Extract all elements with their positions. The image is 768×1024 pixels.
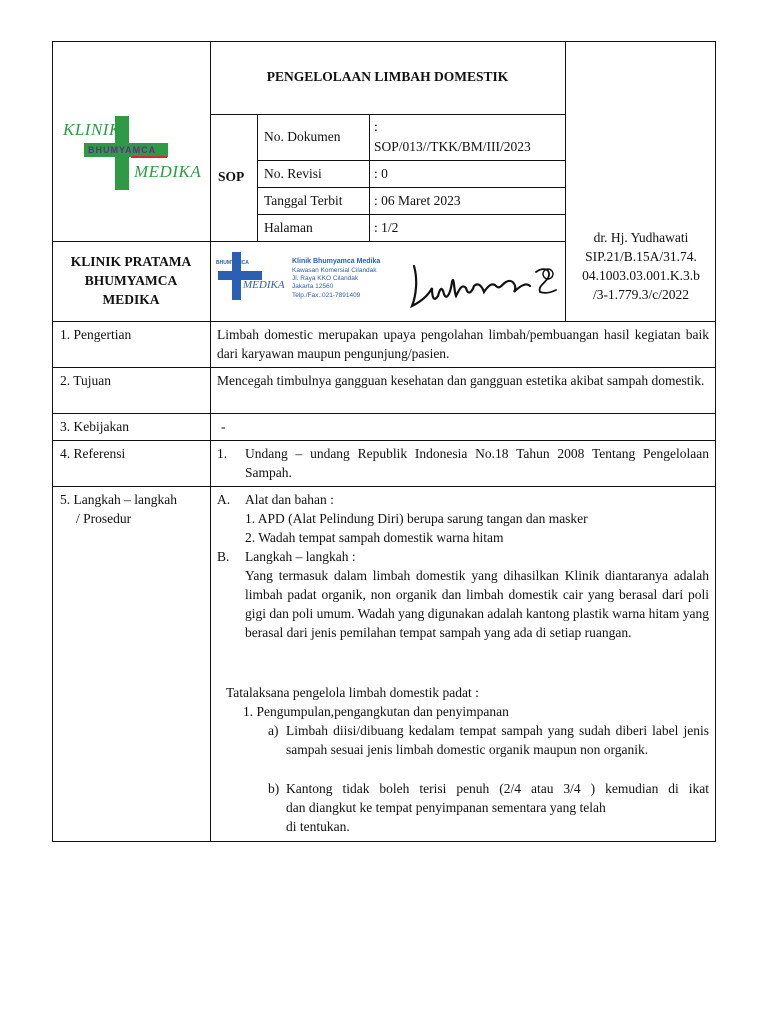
stamp-line-1: Klinik Bhumyamca Medika	[292, 258, 381, 265]
signature	[402, 252, 562, 314]
row-label-prosedur-2: / Prosedur	[76, 511, 132, 526]
doctor-sip-line-3: /3-1.779.3/c/2022	[593, 287, 689, 302]
grid-line	[257, 187, 565, 188]
grid-line	[52, 486, 716, 487]
tatalaksana-heading: Tatalaksana pengelola limbah domestik padat :	[226, 685, 479, 700]
field-label-issue-date: Tanggal Terbit	[264, 193, 343, 208]
stamp-line-4: Jakarta 12560	[292, 283, 334, 290]
step-1-sub-a: Limbah diisi/dibuang kedalam tempat sampah yang sudah diberi label jenis sampah sesuai jenis limbah domestic organik maupun non organik.	[286, 723, 709, 757]
field-value-issue-date: : 06 Maret 2023	[374, 193, 461, 208]
field-value-page: : 1/2	[374, 220, 399, 235]
grid-line	[52, 440, 716, 441]
field-value-document-no: SOP/013//TKK/BM/III/2023	[374, 139, 531, 154]
referensi-number: 1.	[217, 446, 228, 461]
doctor-name: dr. Hj. Yudhawati	[593, 230, 689, 245]
row-label-pengertian: 1. Pengertian	[60, 327, 132, 342]
field-label-revision: No. Revisi	[264, 166, 322, 181]
clinic-name-line-3: MEDIKA	[102, 292, 160, 307]
row-text-kebijakan: -	[221, 419, 226, 434]
field-value-document-no-colon: :	[374, 119, 378, 134]
logo-red-bar	[131, 156, 167, 158]
doctor-sip-line-1: SIP.21/B.15A/31.74.	[585, 249, 697, 264]
grid-line	[52, 413, 716, 414]
logo-word-medika: MEDIKA	[134, 162, 202, 181]
grid-line	[257, 214, 565, 215]
grid-line	[210, 41, 211, 842]
sop-label: SOP	[218, 169, 245, 184]
field-label-page: Halaman	[264, 220, 313, 235]
grid-line	[52, 321, 716, 322]
field-value-revision: : 0	[374, 166, 388, 181]
tatalaksana-step-1: 1. Pengumpulan,pengangkutan dan penyimpanan	[243, 704, 509, 719]
grid-line	[210, 114, 565, 115]
stamp-line-5: Telp./Fax.:021-7891409	[292, 292, 361, 299]
section-b-title: Langkah – langkah :	[245, 549, 356, 564]
stamp-line-3: Jl. Raya KKO Cilandak	[292, 275, 359, 282]
doctor-sip-line-2: 04.1003.03.001.K.3.b	[582, 268, 700, 283]
stamp-badge-top: BHUMYAMCA	[216, 260, 249, 266]
row-label-kebijakan: 3. Kebijakan	[60, 419, 129, 434]
grid-line	[52, 241, 565, 242]
step-1-sub-b-line-3: di tentukan.	[286, 819, 350, 834]
step-1-sub-a-mark: a)	[268, 723, 279, 738]
logo-word-klinik: KLINIK	[63, 120, 121, 139]
section-a-item-1: 1. APD (Alat Pelindung Diri) berupa sarung tangan dan masker	[245, 511, 588, 526]
clinic-name-line-1: KLINIK PRATAMA	[70, 254, 192, 269]
row-text-tujuan: Mencegah timbulnya gangguan kesehatan dan gangguan estetika akibat sampah domestik.	[217, 373, 705, 388]
step-1-sub-b-mark: b)	[268, 781, 280, 796]
document-title: PENGELOLAAN LIMBAH DOMESTIK	[266, 69, 509, 84]
section-b-paragraph: Yang termasuk dalam limbah domestik yang dihasilkan Klinik diantaranya adalah limbah padat organik, non organik dan limbah domestik cair yang berasal dari poli gigi dan poli umum. Wadah yang digunakan adalah kantong plastik warna hitam yang berasal dari jenis pemilahan tempat sampah yang ada di setiap ruangan.	[245, 568, 709, 640]
stamp-line-2: Kawasan Komersial Cilandak	[292, 267, 377, 274]
section-a-item-2: 2. Wadah tempat sampah domestik warna hitam	[245, 530, 504, 545]
clinic-name-line-2: BHUMYAMCA	[84, 273, 178, 288]
grid-line	[257, 160, 565, 161]
grid-line	[257, 114, 258, 241]
section-a-mark: A.	[217, 492, 231, 507]
clinic-stamp	[216, 250, 406, 312]
step-1-sub-b-line-1: Kantong tidak boleh terisi penuh (2/4 atau 3/4 ) kemudian di ikat	[286, 781, 709, 796]
row-text-referensi: Undang – undang Republik Indonesia No.18 Tahun 2008 Tentang Pengelolaan Sampah.	[245, 446, 709, 480]
step-1-sub-b-line-2: dan diangkut ke tempat penyimpanan sementara yang telah	[286, 800, 606, 815]
field-label-document-no: No. Dokumen	[264, 129, 341, 144]
row-text-pengertian: Limbah domestic merupakan upaya pengolahan limbah/pembuangan hasil kegiatan baik dari karyawan maupun pengunjung/pasien.	[217, 327, 709, 361]
row-label-tujuan: 2. Tujuan	[60, 373, 112, 388]
section-b-mark: B.	[217, 549, 230, 564]
section-a-title: Alat dan bahan :	[245, 492, 334, 507]
row-label-prosedur: 5. Langkah – langkah	[60, 492, 177, 507]
logo-word-bhumyamca: BHUMYAMCA	[88, 145, 157, 155]
grid-line	[369, 114, 370, 241]
clinic-logo	[60, 112, 205, 194]
row-label-referensi: 4. Referensi	[60, 446, 126, 461]
stamp-badge-bottom: MEDIKA	[243, 279, 285, 291]
grid-line	[52, 367, 716, 368]
